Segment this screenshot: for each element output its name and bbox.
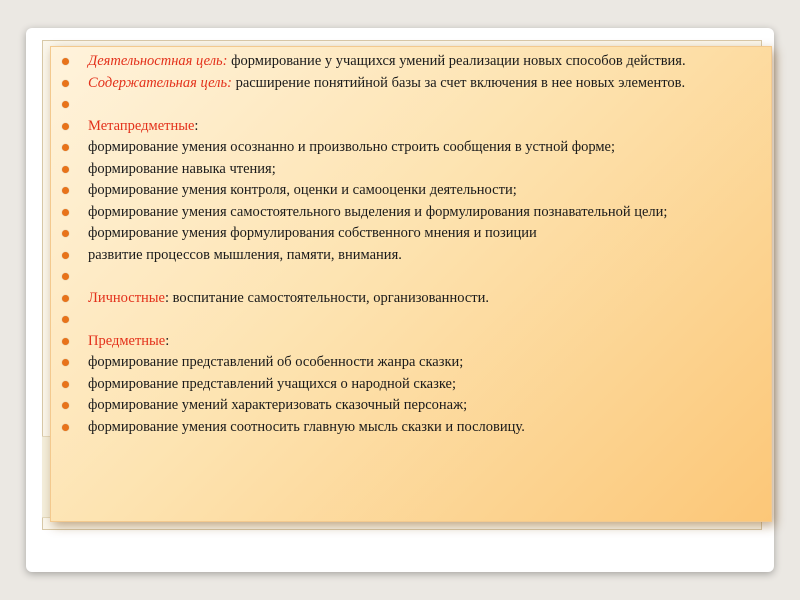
- bullet-icon: [62, 58, 69, 65]
- list-item: [59, 354, 759, 372]
- item-text: формирование представлений об особенности жанра сказки;: [88, 354, 464, 370]
- item-text: формирование умения осознанно и произвольно строить сообщения в устной форме;: [88, 139, 616, 155]
- goals-list: [59, 53, 759, 440]
- list-item: [59, 204, 759, 222]
- bullet-icon: [62, 230, 69, 237]
- item-text: расширение понятийной базы за счет включения в нее новых элементов.: [231, 74, 686, 91]
- item-text: :: [165, 332, 170, 349]
- bullet-icon: [62, 338, 69, 345]
- item-text: развитие процессов мышления, памяти, внимания.: [88, 246, 402, 263]
- list-item: [59, 397, 759, 415]
- empty-item: [59, 268, 759, 286]
- item-text: формирование у учащихся умений реализации новых способов действия.: [227, 53, 686, 69]
- empty-item: [59, 311, 759, 329]
- item-text: формирование навыка чтения;: [88, 160, 276, 177]
- list-item: [59, 247, 759, 265]
- item-label: Предметные: [88, 332, 166, 349]
- item-text: формирование умений характеризовать сказочный персонаж;: [88, 397, 468, 413]
- item-label: Деятельностная цель:: [88, 53, 228, 69]
- bullet-icon: [62, 187, 69, 194]
- bullet-icon: [62, 252, 69, 259]
- bullet-icon: [62, 144, 69, 151]
- list-item: [59, 376, 759, 394]
- bullet-icon: [62, 359, 69, 366]
- item-text: формирование умения самостоятельного выделения и формулирования познавательной цели;: [88, 203, 668, 220]
- empty-item: [59, 96, 759, 114]
- bullet-icon: [62, 80, 69, 87]
- metasubject-heading: [59, 118, 759, 136]
- list-item: [59, 161, 759, 179]
- item-text: формирование представлений учащихся о народной сказке;: [88, 375, 456, 392]
- item-label: Содержательная цель:: [88, 74, 232, 91]
- list-item: [59, 182, 759, 200]
- bullet-icon: [62, 209, 69, 216]
- bullet-icon: [62, 166, 69, 173]
- bullet-icon: [62, 273, 69, 280]
- bullet-icon: [62, 402, 69, 409]
- item-text: формирование умения формулирования собственного мнения и позиции: [88, 225, 537, 241]
- subject-heading: [59, 333, 759, 351]
- goals-content-box: [50, 46, 772, 522]
- bullet-icon: [62, 295, 69, 302]
- goal-activity: [59, 53, 759, 71]
- bullet-icon: [62, 123, 69, 130]
- personal-heading: [59, 290, 759, 308]
- item-text: :: [194, 117, 199, 134]
- bullet-icon: [62, 381, 69, 388]
- goal-content: [59, 75, 759, 93]
- list-item: [59, 225, 759, 243]
- item-text: формирование умения соотносить главную мысль сказки и пословицу.: [88, 418, 525, 435]
- bullet-icon: [62, 101, 69, 108]
- item-label: Личностные: [88, 289, 165, 306]
- item-label: Метапредметные: [88, 117, 195, 134]
- item-text: формирование умения контроля, оценки и самооценки деятельности;: [88, 182, 517, 198]
- bullet-icon: [62, 316, 69, 323]
- list-item: [59, 139, 759, 157]
- bullet-icon: [62, 424, 69, 431]
- list-item: [59, 419, 759, 437]
- item-text: : воспитание самостоятельности, организованности.: [164, 289, 489, 306]
